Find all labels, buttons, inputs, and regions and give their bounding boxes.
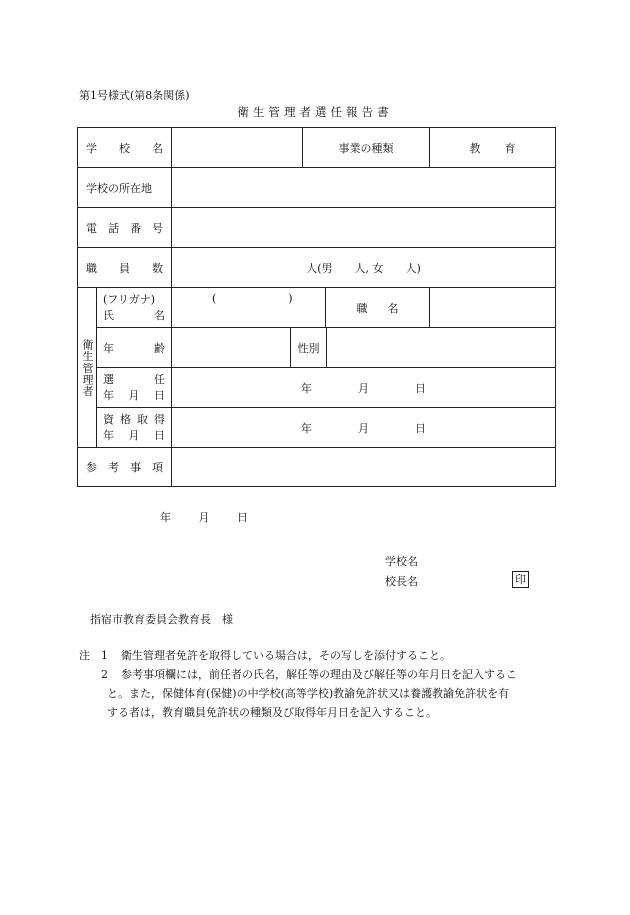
name-label: (フリガナ) 氏 名	[96, 287, 172, 328]
qualification-date-field[interactable]: 年 月 日	[171, 407, 556, 448]
note-continuation: と。また，保健体育(保健)の中学校(高等学校)教諭免許状又は養護教諭免許状を有	[107, 687, 510, 700]
remarks-field[interactable]	[171, 447, 556, 487]
name-field[interactable]	[171, 287, 326, 328]
note-item: 2 参考事項欄には，前任者の氏名，解任等の理由及び解任等の年月日を記入するこ	[101, 668, 517, 681]
business-type-value: 教 育	[429, 127, 556, 168]
qualification-date-label: 資 格 取 得 年 月 日	[96, 407, 172, 448]
furigana-open-paren: (	[212, 292, 217, 305]
remarks-label: 参 考 事 項	[77, 447, 172, 487]
submission-date: 年 月 日	[160, 511, 248, 524]
gender-label: 性別	[290, 327, 327, 368]
position-label: 職 名	[325, 287, 430, 328]
note-continuation: する者は，教育職員免許状の種類及び取得年月日を記入すること。	[107, 706, 437, 719]
school-address-field[interactable]	[171, 167, 556, 208]
seal-mark: 印	[512, 571, 529, 588]
staff-count-label: 職 員 数	[77, 247, 172, 288]
notes-mark: 注	[79, 649, 90, 662]
footer-principal-label: 校長名	[385, 575, 418, 588]
phone-label: 電 話 番 号	[77, 207, 172, 248]
position-field[interactable]	[429, 287, 556, 328]
staff-count-field[interactable]: 人(男 人, 女 人)	[171, 247, 556, 288]
form-label: 第1号様式(第8条関係)	[79, 89, 190, 102]
furigana-close-paren: )	[288, 292, 293, 305]
footer-school-name-label: 学校名	[385, 555, 418, 568]
business-type-label: 事業の種類	[302, 127, 430, 168]
appointment-date-field[interactable]: 年 月 日	[171, 367, 556, 408]
notes	[79, 646, 554, 722]
age-label: 年 齢	[96, 327, 172, 368]
school-name-field[interactable]	[171, 127, 303, 168]
hygiene-manager-label: 衛生管理者	[77, 287, 97, 448]
recipient: 指宿市教育委員会教育長 様	[90, 613, 233, 626]
form-title: 衛生管理者選任報告書	[237, 105, 393, 119]
appointment-date-label: 選 任 年 月 日	[96, 367, 172, 408]
age-field[interactable]	[171, 327, 291, 368]
school-name-label: 学 校 名	[77, 127, 172, 168]
phone-field[interactable]	[171, 207, 556, 248]
gender-field[interactable]	[326, 327, 556, 368]
report-table	[77, 127, 556, 487]
note-item: 注 1 衛生管理者免許を取得している場合は，その写しを添付すること。	[79, 646, 554, 665]
school-address-label: 学校の所在地	[77, 167, 172, 208]
